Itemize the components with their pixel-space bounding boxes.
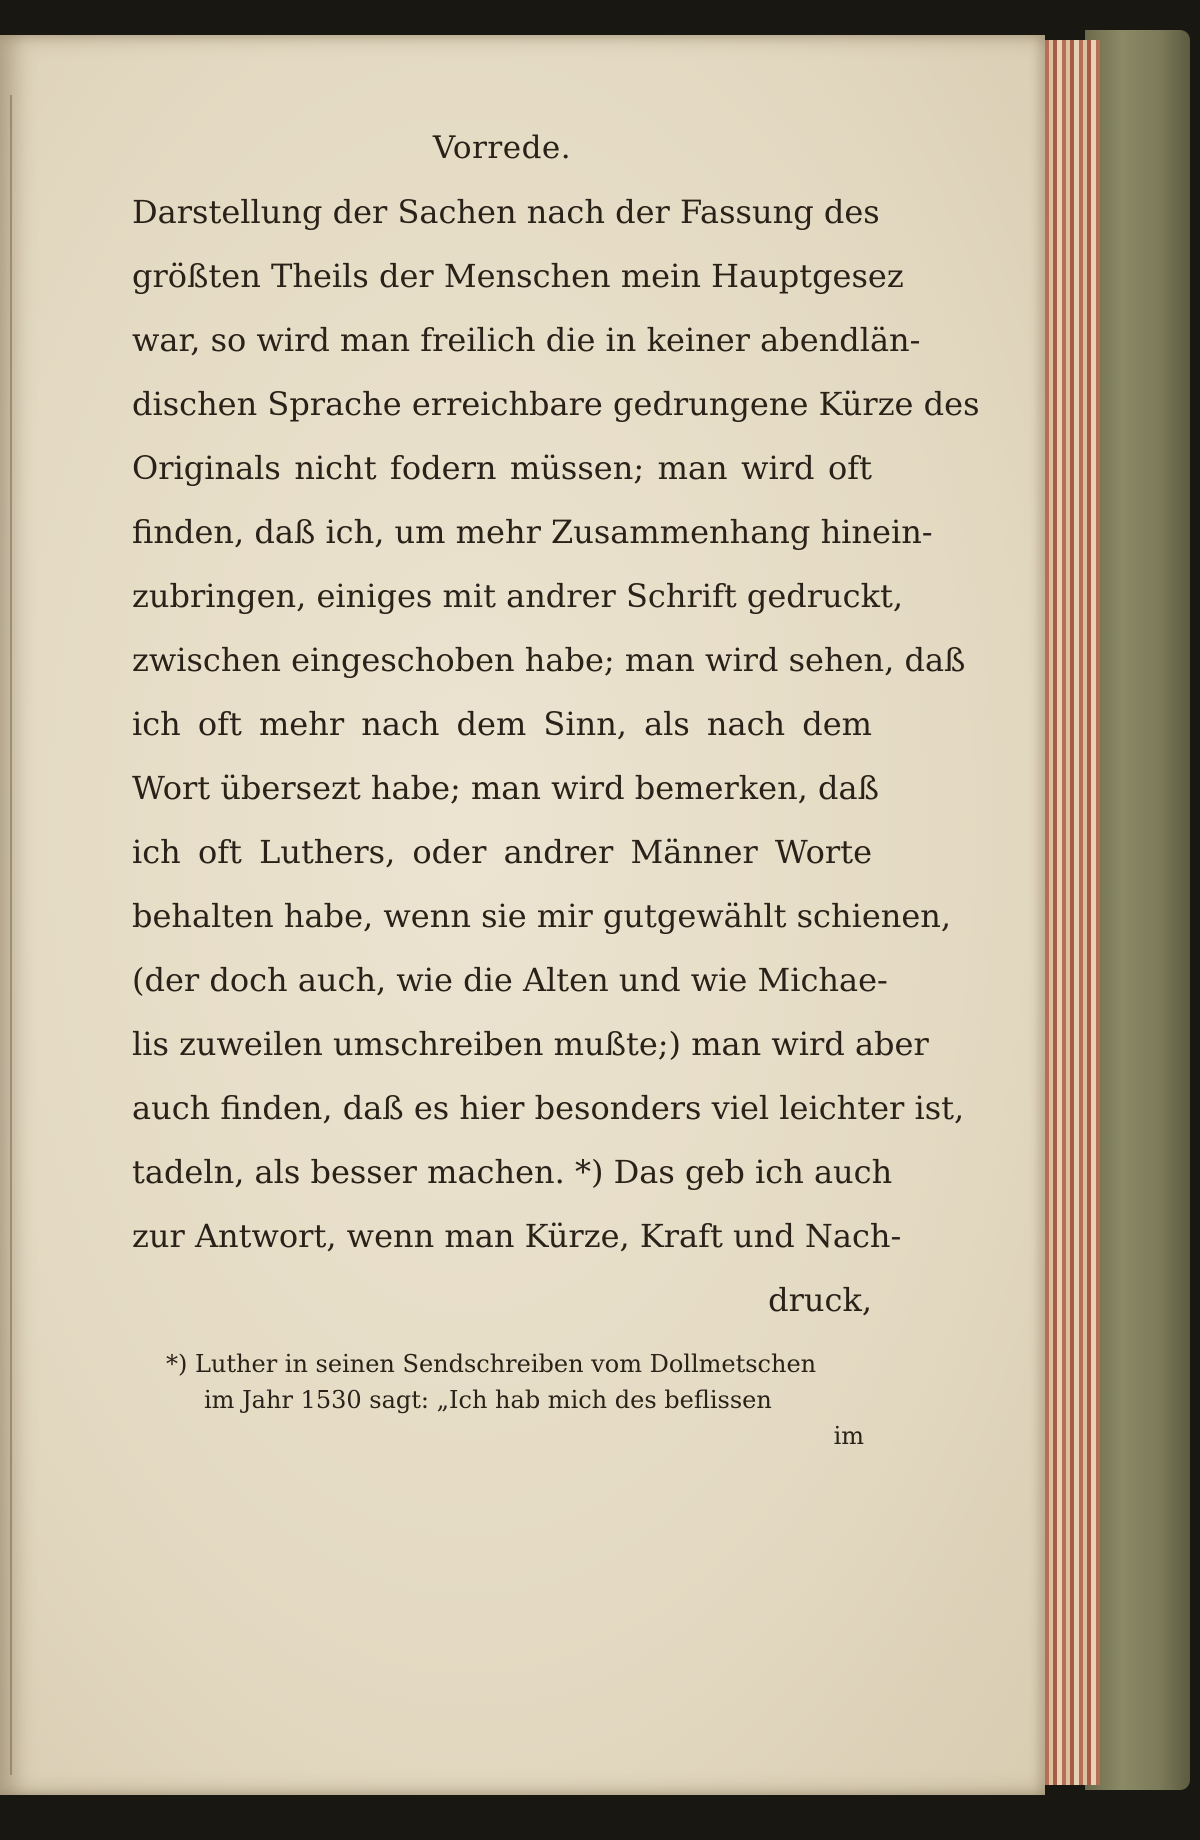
body-line: finden, daß ich, um mehr Zusammenhang hinein- [132, 513, 933, 551]
book-cover-edge [1085, 30, 1190, 1790]
body-line: zur Antwort, wenn man Kürze, Kraft und Nach- [132, 1217, 902, 1255]
body-line: lis zuweilen umschreiben mußte;) man wird aber [132, 1025, 929, 1063]
body-line: war, so wird man freilich die in keiner abendlän- [132, 321, 921, 359]
footnote [166, 1346, 872, 1454]
body-line: (der doch auch, wie die Alten und wie Michae- [132, 961, 888, 999]
body-line: größten Theils der Menschen mein Hauptgesez [132, 257, 904, 295]
footnote-line: *) Luther in seinen Sendschreiben vom Dollmetschen [166, 1350, 817, 1378]
book-page [0, 35, 1045, 1795]
body-line-catch: druck, [768, 1281, 872, 1319]
body-line: Darstellung der Sachen nach der Fassung des [132, 193, 880, 231]
body-line: ich oft Luthers, oder andrer Männer Worte [132, 833, 872, 871]
footnote-catchword: im [833, 1422, 864, 1450]
body-line: zwischen eingeschoben habe; man wird sehen, daß [132, 641, 966, 679]
page-edges [1040, 40, 1100, 1785]
body-text [132, 180, 980, 1332]
running-head: Vorrede. [432, 130, 572, 166]
body-line: dischen Sprache erreichbare gedrungene Kürze des [132, 385, 980, 423]
gutter-shadow [10, 95, 12, 1775]
body-line: behalten habe, wenn sie mir gutgewählt schienen, [132, 897, 952, 935]
body-line: auch finden, daß es hier besonders viel leichter ist, [132, 1089, 965, 1127]
page-text-block [132, 130, 980, 1454]
body-line: tadeln, als besser machen. *) Das geb ich auch [132, 1153, 893, 1191]
footnote-line: im Jahr 1530 sagt: „Ich hab mich des beflissen [204, 1386, 772, 1414]
body-line: Originals nicht fodern müssen; man wird oft [132, 449, 872, 487]
body-line: ich oft mehr nach dem Sinn, als nach dem [132, 705, 872, 743]
body-line: zubringen, einiges mit andrer Schrift gedruckt, [132, 577, 903, 615]
body-line: Wort übersezt habe; man wird bemerken, daß [132, 769, 879, 807]
